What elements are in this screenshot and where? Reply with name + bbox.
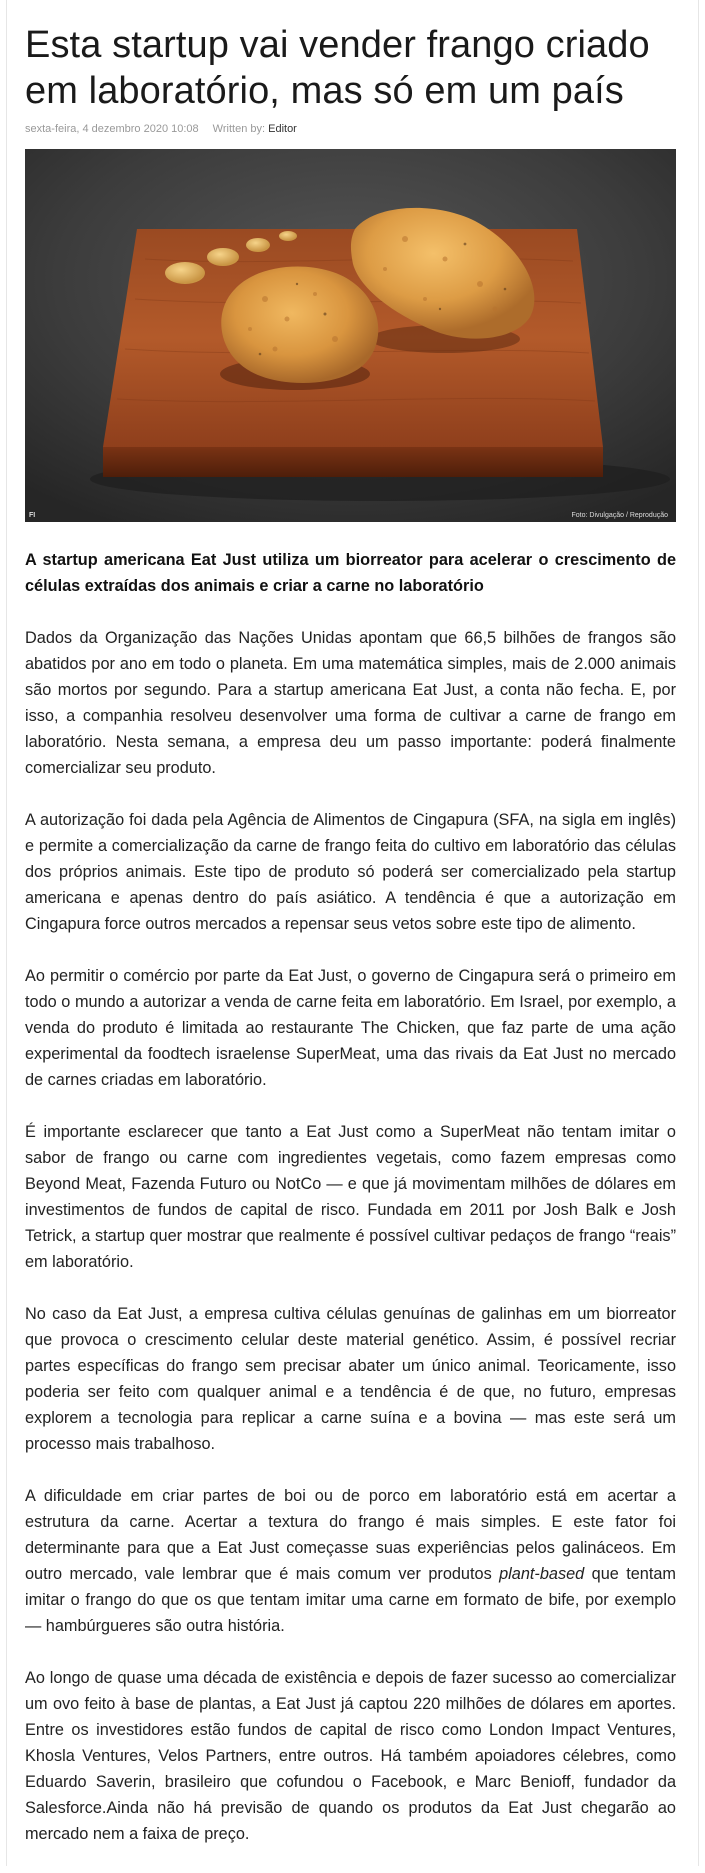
- article-paragraph: É importante esclarecer que tanto a Eat Just como a SuperMeat não tentam imitar o sabor de frango ou carne com ingredientes vegetais, como fazem empresas como Beyond Meat, Fazenda Futuro ou NotCo — e que já movimentam milhões de dólares em investimentos de fundos de capital de risco. Fundada em 2011 por Josh Balk e Josh Tetrick, a startup quer mostrar que realmente é possível cultivar pedaços de frango “reais” em laboratório.: [25, 1123, 676, 1271]
- image-corner-mark: FI: [29, 512, 36, 519]
- article-page: [6, 0, 699, 1866]
- article-meta: [25, 122, 676, 136]
- paragraph-text: A dificuldade em criar partes de boi ou de porco em laboratório está em acertar a estrutura da carne. Acertar a textura do frango é mais simples. E este fator foi determinante para que a Eat Just começasse suas experiências pelos galináceos. Em outro mercado, vale lembrar que é mais comum ver produtos: [25, 1487, 676, 1583]
- article-lead: A startup americana Eat Just utiliza um biorreator para acelerar o crescimento de células extraídas dos animais e criar a carne no laboratório: [25, 551, 676, 595]
- image-credit: Foto: Divulgação / Reprodução: [571, 512, 668, 519]
- article-paragraph-plant-based: [25, 1483, 676, 1639]
- paragraph-text: que tentam imitar o frango do que os que tentam imitar uma carne em formato de bife, por exemplo — hambúrgueres são outra história.: [25, 1565, 676, 1635]
- article-container: [25, 22, 676, 1873]
- article-paragraph: Dados da Organização das Nações Unidas apontam que 66,5 bilhões de frangos são abatidos por ano em todo o planeta. Em uma matemática simples, mais de 2.000 animais são mortos por segundo. Para a startup americana Eat Just, a conta não fecha. E, por isso, a companhia resolveu desenvolver uma forma de cultivar a carne de frango em laboratório. Nesta semana, a empresa deu um passo importante: poderá finalmente comercializar seu produto.: [25, 629, 676, 777]
- article-paragraph-last: Ao longo de quase uma década de existência e depois de fazer sucesso ao comercializar um ovo feito à base de plantas, a Eat Just já captou 220 milhões de dólares em aportes. Entre os investidores estão fundos de capital de risco como London Impact Ventures, Khosla Ventures, Velos Partners, entre outros. Há também apoiadores célebres, como Eduardo Saverin, brasileiro que cofundou o Facebook, e Marc Benioff, fundador da Salesforce.Ainda não há previsão de quando os produtos da Eat Just chegarão ao mercado nem a faixa de preço.: [25, 1669, 676, 1843]
- article-paragraph: A autorização foi dada pela Agência de Alimentos de Cingapura (SFA, na sigla em inglês) e permite a comercialização da carne de frango feita do cultivo em laboratório das células dos próprios animais. Este tipo de produto só poderá ser comercializado pela startup americana e apenas dentro do país asiático. A tendência é que a autorização em Cingapura force outros mercados a repensar seus vetos sobre este tipo de alimento.: [25, 811, 676, 933]
- article-body: [25, 625, 676, 1847]
- plant-based-emphasis: plant-based: [499, 1565, 585, 1583]
- article-image: [25, 149, 676, 522]
- article-paragraph: No caso da Eat Just, a empresa cultiva células genuínas de galinhas em um biorreator que provoca o crescimento celular deste material genético. Assim, é possível recriar partes específicas do frango sem precisar abater um único animal. Teoricamente, isso poderia ser feito com qualquer animal e a tendência é de que, no futuro, empresas explorem a tecnologia para replicar a carne suína e a bovina — mas este será um processo mais trabalhoso.: [25, 1305, 676, 1453]
- article-paragraph: Ao permitir o comércio por parte da Eat Just, o governo de Cingapura será o primeiro em todo o mundo a autorizar a venda de carne feita em laboratório. Em Israel, por exemplo, a venda do produto é limitada ao restaurante The Chicken, que faz parte de uma ação experimental da foodtech israelense SuperMeat, uma das rivais da Eat Just no mercado de carnes criadas em laboratório.: [25, 967, 676, 1089]
- author-name: Editor: [268, 123, 297, 135]
- article-title: Esta startup vai vender frango criado em laboratório, mas só em um país: [25, 24, 650, 112]
- publish-date: sexta-feira, 4 dezembro 2020 10:08: [25, 123, 199, 135]
- written-by-label: Written by:: [212, 123, 266, 135]
- chicken-nuggets-photo: [25, 149, 676, 522]
